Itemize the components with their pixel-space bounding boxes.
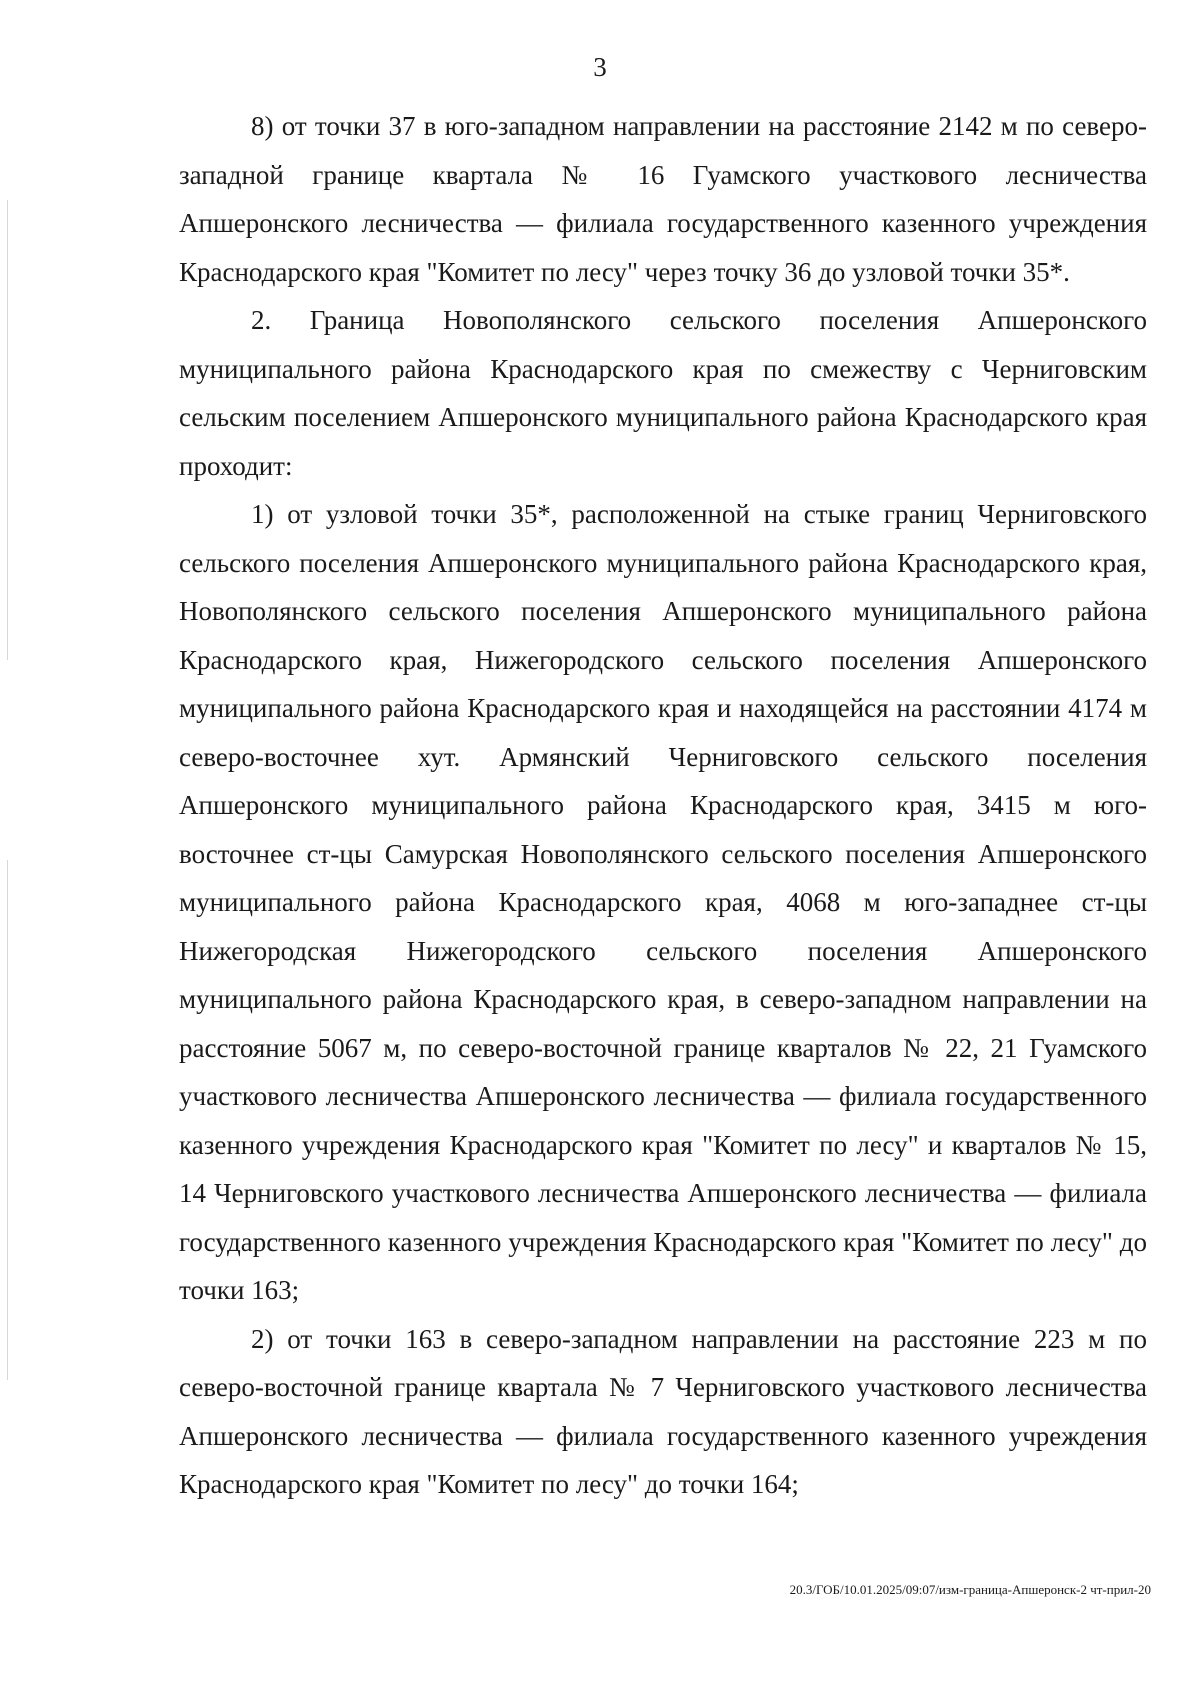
- paragraph-item-1: 1) от узловой точки 35*, расположенной на стыке границ Черниговского сельского поселения Апшеронского муниципального района Краснодарского края, Новополянского сельского поселения Апшеронского муниципального района Краснодарского края, Нижегородского сельского поселения Апшеронского муниципального района Краснодарского края и находящейся на расстоянии 4174 м северо-восточнее хут. Армянский Черниговского сельского поселения Апшеронского муниципального района Краснодарского края, 3415 м юго-восточнее ст-цы Самурская Новополянского сельского поселения Апшеронского муниципального района Краснодарского края, 4068 м юго-западнее ст-цы Нижегородская Нижегородского сельского поселения Апшеронского муниципального района Краснодарского края, в северо-западном направлении на расстояние 5067 м, по северо-восточной границе кварталов № 22, 21 Гуамского участкового лесничества Апшеронского лесничества — филиала государственного казенного учреждения Краснодарского края "Комитет по лесу" и кварталов № 15, 14 Черниговского участкового лесничества Апшеронского лесничества — филиала государственного казенного учреждения Краснодарского края "Комитет по лесу" до точки 163;: [179, 499, 1147, 1305]
- paragraph-item-8: 8) от точки 37 в юго-западном направлении на расстояние 2142 м по северо-западной границе квартала № 16 Гуамского участкового лесничества Апшеронского лесничества — филиала государственного казенного учреждения Краснодарского края "Комитет по лесу" через точку 36 до узловой точки 35*.: [179, 111, 1147, 287]
- paragraph-section-2: 2. Граница Новополянского сельского поселения Апшеронского муниципального района Краснодарского края по смежеству с Черниговским сельским поселением Апшеронского муниципального района Краснодарского края проходит:: [179, 305, 1147, 481]
- document-footer-code: 20.3/ГОБ/10.01.2025/09:07/изм-граница-Апшеронск-2 чт-прил-20: [789, 1582, 1151, 1597]
- document-body: [179, 102, 1147, 1509]
- scan-edge-mark: [7, 200, 8, 660]
- scan-edge-mark: [7, 860, 8, 1380]
- page-number: 3: [593, 52, 607, 82]
- paragraph-item-2: 2) от точки 163 в северо-западном направлении на расстояние 223 м по северо-восточной границе квартала № 7 Черниговского участкового лесничества Апшеронского лесничества — филиала государственного казенного учреждения Краснодарского края "Комитет по лесу" до точки 164;: [179, 1323, 1147, 1499]
